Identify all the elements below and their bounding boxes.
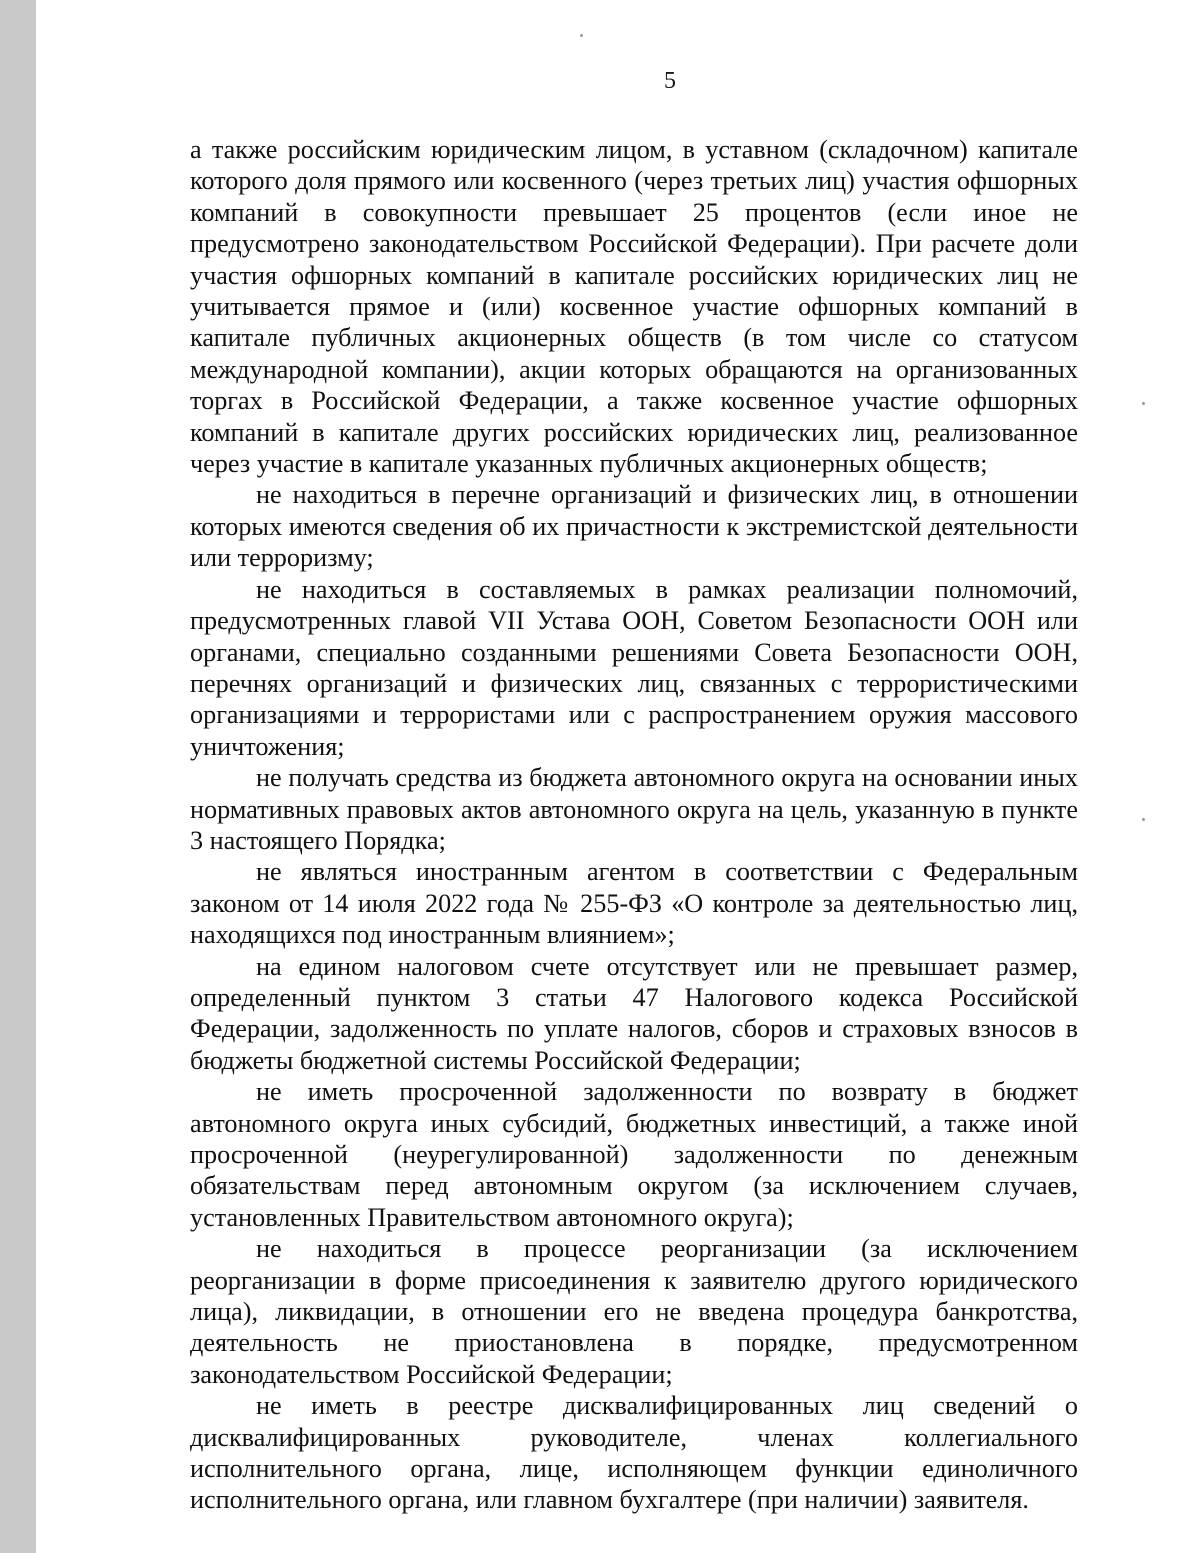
- document-page: [36, 0, 1200, 1553]
- paragraph: не находиться в перечне организаций и физических лиц, в отношении которых имеются сведения об их причастности к экстремистской деятельности или терроризму;: [190, 480, 1078, 573]
- paragraph: не иметь в реестре дисквалифицированных лиц сведений о дисквалифицированных руководителе, членах коллегиального исполнительного органа, лице, исполняющем функции единоличного исполнительного органа, или главном бухгалтере (при наличии) заявителя.: [190, 1391, 1078, 1515]
- paragraph: на едином налоговом счете отсутствует или не превышает размер, определенный пунктом 3 статьи 47 Налогового кодекса Российской Федерации, задолженность по уплате налогов, сборов и страховых взносов в бюджеты бюджетной системы Российской Федерации;: [190, 951, 1078, 1075]
- paragraph: не находиться в составляемых в рамках реализации полномочий, предусмотренных главой VII Устава ООН, Советом Безопасности ООН или органами, специально созданными решениями Совета Безопасности ООН, перечнях организаций и физических лиц, связанных с террористическими организациями и террористами или с распространением оружия массового уничтожения;: [190, 574, 1078, 761]
- scan-speck: [580, 34, 583, 37]
- paragraph: не являться иностранным агентом в соответствии с Федеральным законом от 14 июля 2022 года № 255-ФЗ «О контроле за деятельностью лиц, находящихся под иностранным влиянием»;: [190, 857, 1078, 950]
- scan-speck: [1142, 818, 1145, 821]
- paragraph: а также российским юридическим лицом, в уставном (складочном) капитале которого доля прямого или косвенного (через третьих лиц) участия офшорных компаний в совокупности превышает 25 процентов (если иное не предусмотрено законодательством Российской Федерации). При расчете доли участия офшорных компаний в капитале российских юридических лиц не учитывается прямое и (или) косвенное участие офшорных компаний в капитале публичных акционерных обществ (в том числе со статусом международной компании), акции которых обращаются на организованных торгах в Российской Федерации, а также косвенное участие офшорных компаний в капитале других российских юридических лиц, реализованное через участие в капитале указанных публичных акционерных обществ;: [190, 135, 1078, 479]
- viewer-gutter: [0, 0, 36, 1553]
- paragraph: не иметь просроченной задолженности по возврату в бюджет автономного округа иных субсидий, бюджетных инвестиций, а также иной просроченной (неурегулированной) задолженности по денежным обязательствам перед автономным округом (за исключением случаев, установленных Правительством автономного округа);: [190, 1077, 1078, 1232]
- scan-speck: [1142, 402, 1145, 405]
- paragraph: не находиться в процессе реорганизации (за исключением реорганизации в форме присоединения к заявителю другого юридического лица), ликвидации, в отношении его не введена процедура банкротства, деятельность не приостановлена в порядке, предусмотренном законодательством Российской Федерации;: [190, 1234, 1078, 1389]
- paragraph: не получать средства из бюджета автономного округа на основании иных нормативных правовых актов автономного округа на цель, указанную в пункте 3 настоящего Порядка;: [190, 763, 1078, 855]
- document-body: [190, 134, 1078, 1516]
- page-number: 5: [664, 68, 676, 94]
